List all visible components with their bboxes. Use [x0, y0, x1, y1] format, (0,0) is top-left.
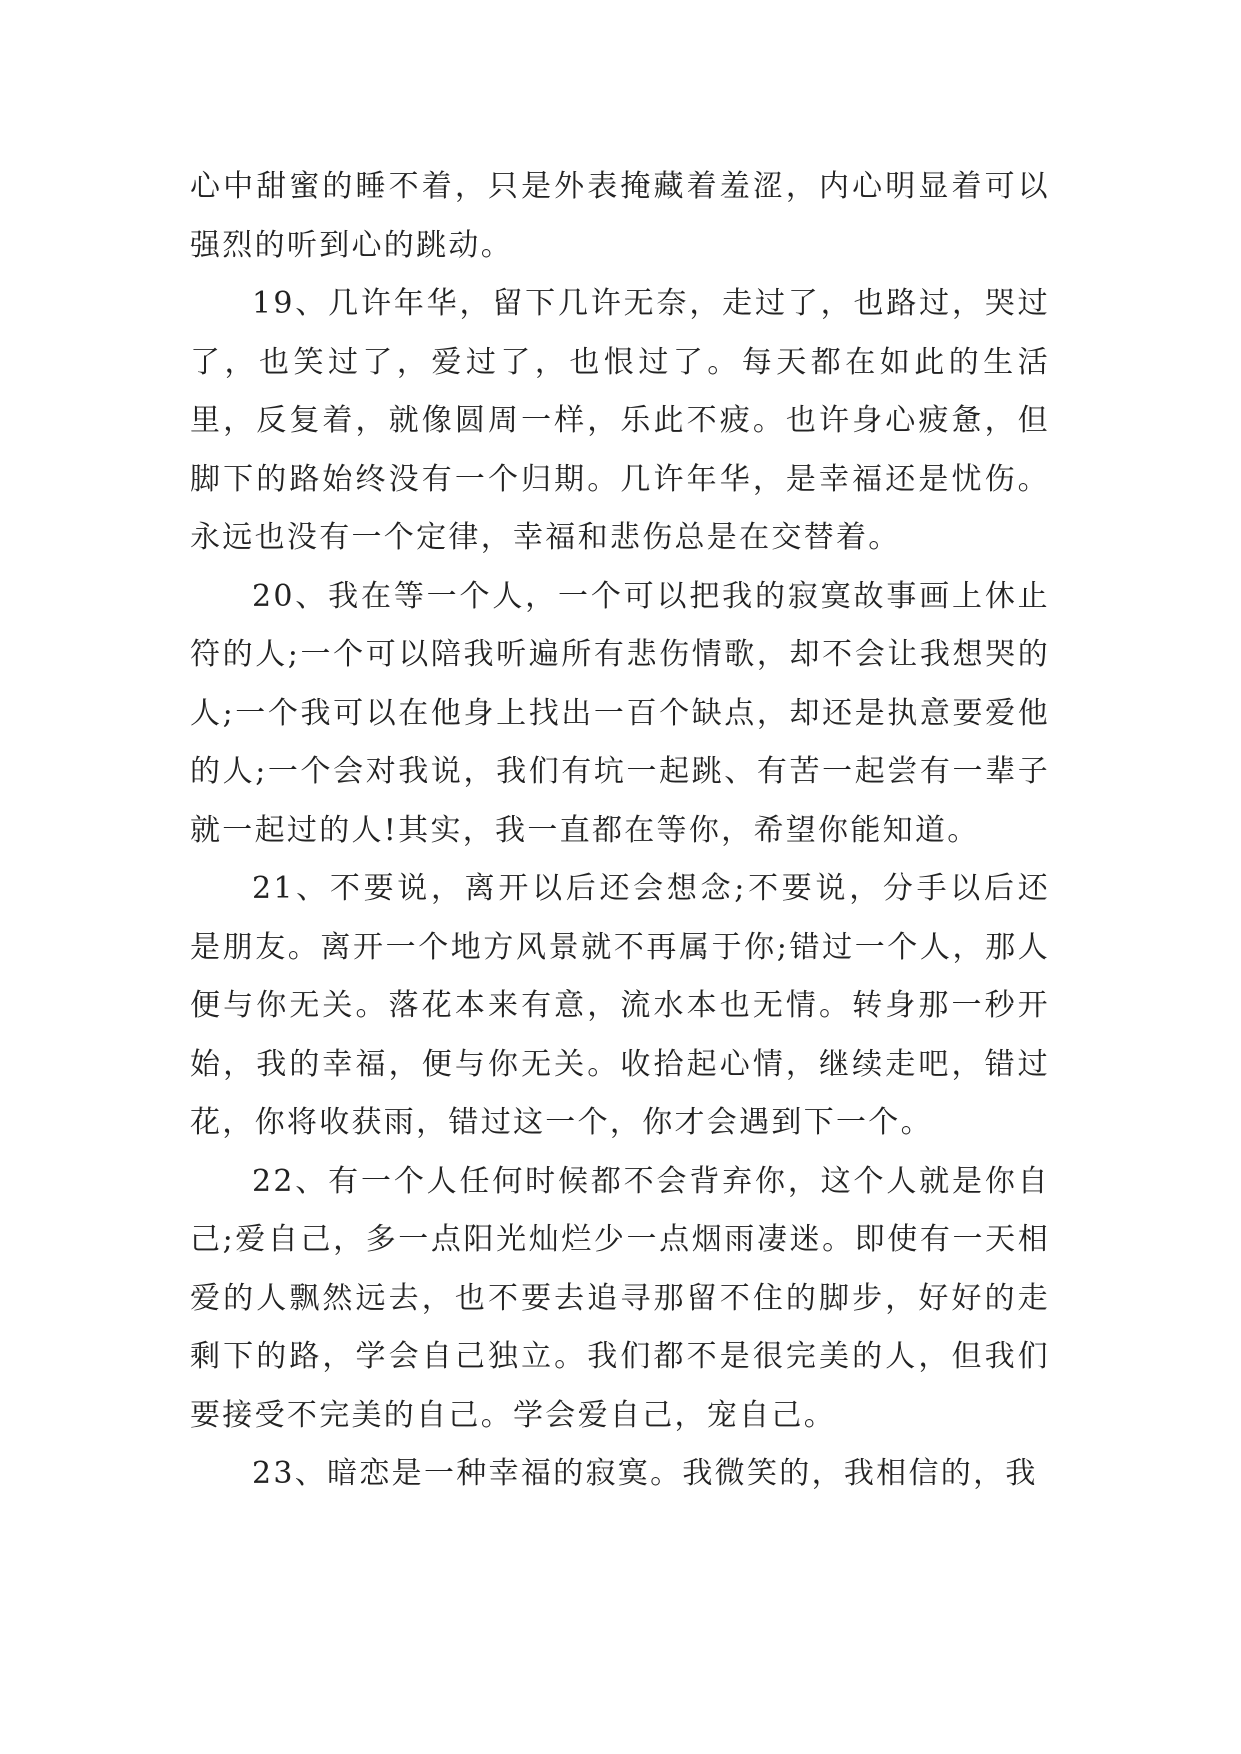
paragraph-continuation: 心中甜蜜的睡不着，只是外表掩藏着羞涩，内心明显着可以强烈的听到心的跳动。 [190, 169, 1050, 263]
paragraph-22: 22、有一个人任何时候都不会背弃你，这个人就是你自己;爱自己，多一点阳光灿烂少一点烟雨凄迷。即使有一天相爱的人飘然远去，也不要去追寻那留不住的脚步，好好的走剩下的路，学会自己独立。我们都不是很完美的人，但我们要接受不完美的自己。学会爱自己，宠自己。 [190, 1163, 1050, 1433]
paragraph-19: 19、几许年华，留下几许无奈，走过了，也路过，哭过了，也笑过了，爱过了，也恨过了。每天都在如此的生活里，反复着，就像圆周一样，乐此不疲。也许身心疲惫，但脚下的路始终没有一个归期。几许年华，是幸福还是忧伤。永远也没有一个定律，幸福和悲伤总是在交替着。 [190, 286, 1050, 555]
document-body [190, 158, 1050, 1504]
paragraph-21: 21、不要说，离开以后还会想念;不要说，分手以后还是朋友。离开一个地方风景就不再属于你;错过一个人，那人便与你无关。落花本来有意，流水本也无情。转身那一秒开始，我的幸福，便与你无关。收拾起心情，继续走吧，错过花，你将收获雨，错过这一个，你才会遇到下一个。 [190, 871, 1050, 1140]
paragraph-20: 20、我在等一个人，一个可以把我的寂寞故事画上休止符的人;一个可以陪我听遍所有悲伤情歌，却不会让我想哭的人;一个我可以在他身上找出一百个缺点，却还是执意要爱他的人;一个会对我说，我们有坑一起跳、有苦一起尝有一辈子就一起过的人!其实，我一直都在等你，希望你能知道。 [190, 578, 1050, 848]
paragraph-23: 23、暗恋是一种幸福的寂寞。我微笑的，我相信的，我 [252, 1456, 1038, 1491]
